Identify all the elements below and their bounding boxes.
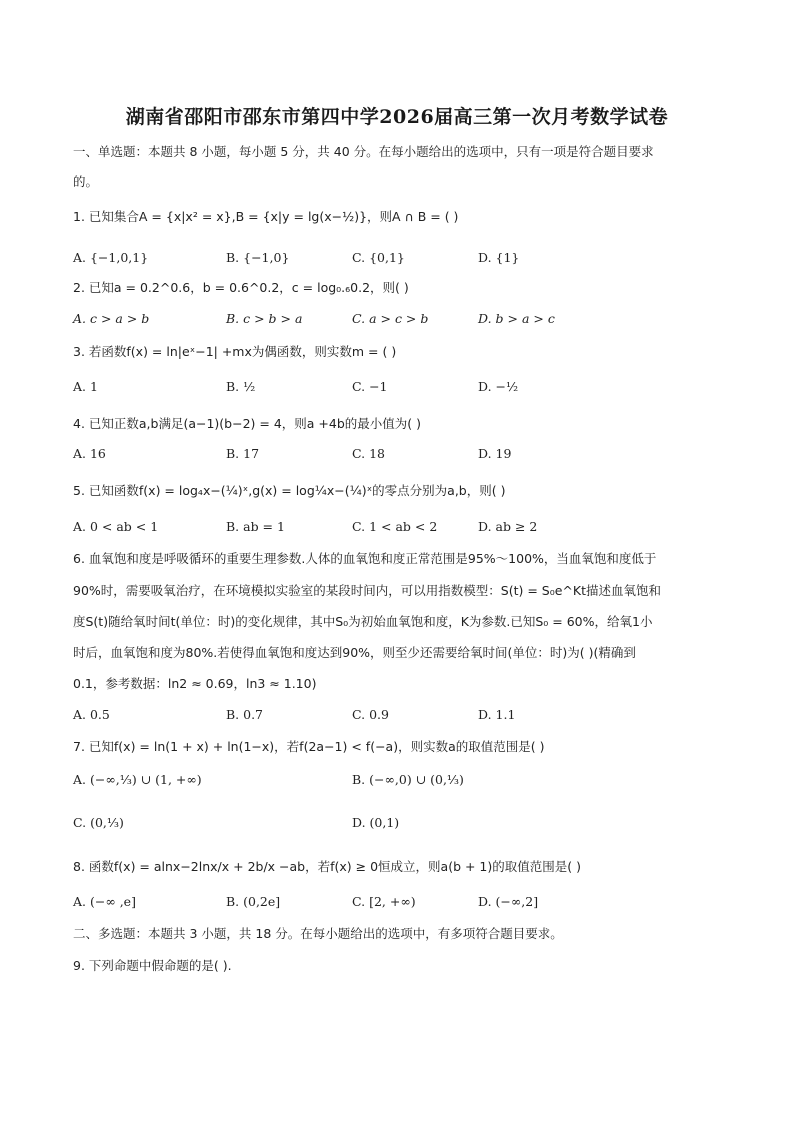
q8-option-a: A. (−∞ ,e] [73, 894, 136, 909]
q7-option-c: C. (0,⅓) [73, 815, 124, 830]
q3-option-b: B. ½ [226, 379, 256, 394]
question-7-stem: 7. 已知f(x) = ln(1 + x) + ln(1−x)，若f(2a−1) < f(−a)，则实数a的取值范围是( ) [73, 739, 545, 754]
q8-option-c: C. [2, +∞) [352, 894, 416, 909]
question-5-options [73, 519, 733, 539]
q8-option-d: D. (−∞,2] [478, 894, 539, 909]
q3-option-d: D. −½ [478, 379, 519, 394]
q6-option-d: D. 1.1 [478, 707, 516, 722]
question-6-stem-line-1: 6. 血氧饱和度是呼吸循环的重要生理参数.人体的血氧饱和度正常范围是95%～100%，当血氧饱和度低于 [73, 551, 657, 566]
question-6-stem-line-4: 时后，血氧饱和度为80%.若使得血氧饱和度达到90%，则至少还需要给氧时间(单位：时)为( )(精确到 [73, 645, 636, 660]
question-1-stem: 1. 已知集合A = {x|x² = x},B = {x|y = lg(x−½)}，则A ∩ B = ( ) [73, 209, 459, 224]
q5-option-d: D. ab ≥ 2 [478, 519, 538, 534]
question-1-options [73, 250, 733, 270]
question-2-options [73, 311, 733, 331]
q5-option-c: C. 1 < ab < 2 [352, 519, 438, 534]
q4-option-b: B. 17 [226, 446, 260, 461]
question-4-stem: 4. 已知正数a,b满足(a−1)(b−2) = 4，则a +4b的最小值为( ) [73, 416, 422, 431]
question-6-options [73, 707, 733, 727]
question-6-stem-line-2: 90%时，需要吸氧治疗，在环境模拟实验室的某段时间内，可以用指数模型：S(t) = S₀e^Kt描述血氧饱和 [73, 583, 662, 598]
q7-option-b: B. (−∞,0) ∪ (0,⅓) [352, 772, 464, 787]
q1-option-c: C. {0,1} [352, 250, 405, 265]
section-1-heading: 一、单选题：本题共 8 小题，每小题 5 分，共 40 分。在每小题给出的选项中，只有一项是符合题目要求 [73, 144, 654, 159]
page-title: 湖南省邵阳市邵东市第四中学2026届高三第一次月考数学试卷 [125, 106, 669, 128]
question-6-stem-line-5: 0.1，参考数据：ln2 ≈ 0.69，ln3 ≈ 1.10) [73, 676, 317, 691]
q4-option-c: C. 18 [352, 446, 385, 461]
q2-option-a: A. c > a > b [73, 311, 150, 326]
q5-option-a: A. 0 < ab < 1 [73, 519, 159, 534]
q7-option-d: D. (0,1) [352, 815, 400, 830]
q4-option-a: A. 16 [73, 446, 106, 461]
q7-option-a: A. (−∞,⅓) ∪ (1, +∞) [73, 772, 202, 787]
question-7-options-row-2 [73, 815, 733, 835]
q2-option-d: D. b > a > c [478, 311, 555, 326]
question-4-options [73, 446, 733, 466]
question-2-stem: 2. 已知a = 0.2^0.6，b = 0.6^0.2，c = log₀.₆0.2，则( ) [73, 280, 409, 295]
question-7-options-row-1 [73, 772, 733, 792]
question-9-stem: 9. 下列命题中假命题的是( ). [73, 958, 232, 973]
q2-option-c: C. a > c > b [352, 311, 429, 326]
q6-option-b: B. 0.7 [226, 707, 264, 722]
question-6-stem-line-3: 度S(t)随给氧时间t(单位：时)的变化规律，其中S₀为初始血氧饱和度，K为参数.已知S₀ = 60%，给氧1小 [73, 614, 653, 629]
q3-option-a: A. 1 [73, 379, 98, 394]
q1-option-a: A. {−1,0,1} [73, 250, 149, 265]
section-2-heading: 二、多选题：本题共 3 小题，共 18 分。在每小题给出的选项中，有多项符合题目要求。 [73, 926, 563, 941]
question-5-stem: 5. 已知函数f(x) = log₄x−(¼)ˣ,g(x) = log¼x−(¼)ˣ的零点分别为a,b，则( ) [73, 483, 506, 498]
q3-option-c: C. −1 [352, 379, 388, 394]
section-1-heading-cont: 的。 [73, 174, 99, 189]
question-3-options [73, 379, 733, 399]
q1-option-b: B. {−1,0} [226, 250, 290, 265]
question-3-stem: 3. 若函数f(x) = ln|eˣ−1| +mx为偶函数，则实数m = ( ) [73, 344, 397, 359]
q1-option-d: D. {1} [478, 250, 520, 265]
q4-option-d: D. 19 [478, 446, 512, 461]
q8-option-b: B. (0,2e] [226, 894, 281, 909]
q6-option-a: A. 0.5 [73, 707, 110, 722]
q2-option-b: B. c > b > a [226, 311, 303, 326]
question-8-options [73, 894, 733, 914]
question-8-stem: 8. 函数f(x) = alnx−2lnx/x + 2b/x −ab，若f(x) ≥ 0恒成立，则a(b + 1)的取值范围是( ) [73, 859, 581, 874]
q5-option-b: B. ab = 1 [226, 519, 285, 534]
q6-option-c: C. 0.9 [352, 707, 389, 722]
